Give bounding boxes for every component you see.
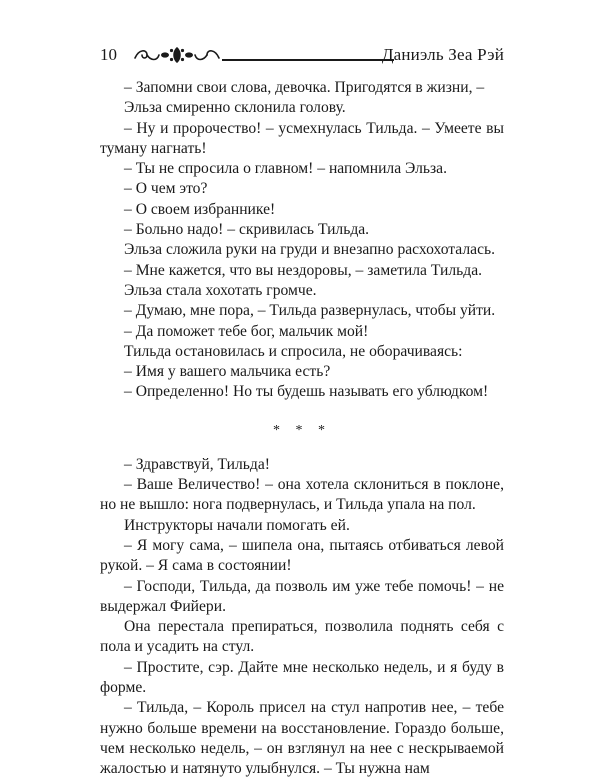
paragraph: – О своем избраннике! bbox=[124, 200, 276, 218]
paragraph: Тильда остановилась и спросила, не оборачиваясь: bbox=[124, 342, 463, 360]
running-title: Даниэль Зеа Рэй bbox=[381, 45, 504, 64]
decorative-ornament-icon bbox=[133, 46, 221, 64]
paragraph: – Ваше Величество! – она хотела склониться в поклоне, но не вышло: нога подвернулась, и Тильда упала на пол. bbox=[100, 476, 504, 514]
paragraph: Инструкторы начали помогать ей. bbox=[124, 516, 350, 534]
paragraph: – Думаю, мне пора, – Тильда развернулась, чтобы уйти. bbox=[124, 302, 496, 320]
section-separator: * * * bbox=[273, 422, 331, 438]
header-rule bbox=[222, 59, 394, 61]
paragraph: – Да поможет тебе бог, мальчик мой! bbox=[124, 322, 369, 340]
running-header bbox=[100, 44, 504, 66]
paragraph: – Имя у вашего мальчика есть? bbox=[124, 363, 331, 381]
paragraph: Эльза смиренно склонила голову. bbox=[124, 99, 346, 117]
page-body bbox=[100, 78, 504, 780]
paragraph: – Определенно! Но ты будешь называть его ублюдком! bbox=[124, 383, 489, 401]
paragraph: – Мне кажется, что вы нездоровы, – заметила Тильда. bbox=[124, 261, 483, 279]
paragraph: – Я могу сама, – шипела она, пытаясь отбиваться левой рукой. – Я сама в состоянии! bbox=[100, 536, 504, 575]
paragraph: – Ну и пророчество! – усмехнулась Тильда. – Умеете вы туману нагнать! bbox=[100, 119, 504, 157]
paragraph: – Простите, сэр. Дайте мне несколько недель, и я буду в форме. bbox=[100, 658, 504, 697]
paragraph: – Больно надо! – скривилась Тильда. bbox=[124, 221, 370, 239]
paragraph: – Господи, Тильда, да позволь им уже тебе помочь! – не выдержал Фийери. bbox=[100, 577, 504, 615]
paragraph: – Здравствуй, Тильда! bbox=[124, 455, 270, 473]
paragraph: – О чем это? bbox=[124, 180, 208, 198]
paragraph: Эльза сложила руки на груди и внезапно расхохоталась. bbox=[124, 241, 496, 259]
paragraph: Она перестала препираться, позволила поднять себя с пола и усадить на стул. bbox=[100, 618, 504, 656]
paragraph: – Запомни свои слова, девочка. Пригодятся в жизни, – bbox=[124, 79, 485, 96]
paragraph: – Ты не спросила о главном! – напомнила Эльза. bbox=[124, 160, 447, 178]
paragraph: Эльза стала хохотать громче. bbox=[124, 281, 317, 299]
page-number: 10 bbox=[100, 45, 117, 64]
paragraph: – Тильда, – Король присел на стул напротив нее, – тебе нужно больше времени на восстановление. Гораздо больше, чем несколько недель, – он взглянул на нее с нескрываемой жалостью и натянуто улыбнулся. – Ты нужна нам bbox=[100, 699, 504, 778]
